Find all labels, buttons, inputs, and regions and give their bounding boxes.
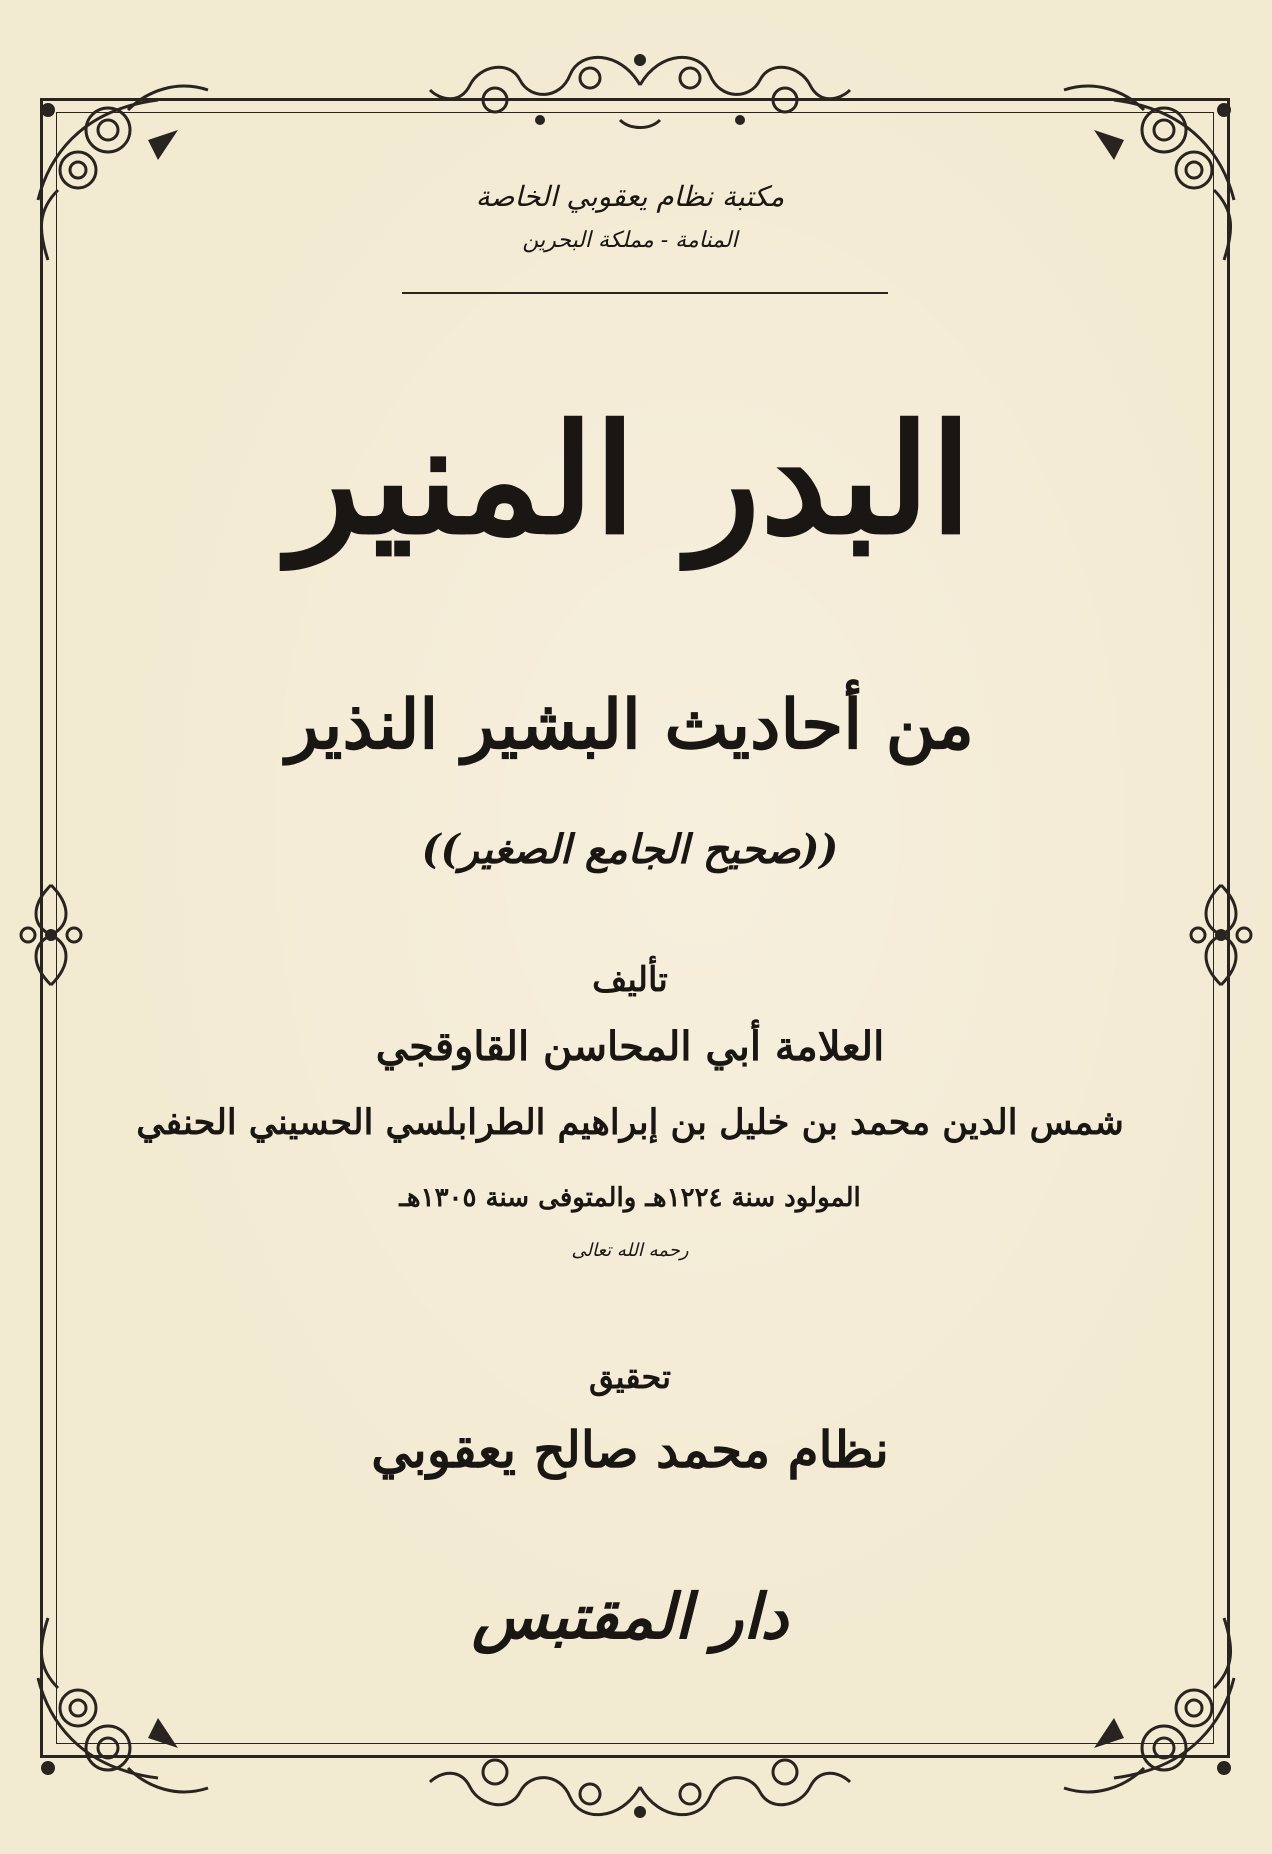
top-center-ornament [420,30,860,140]
author-title: العلامة أبي المحاسن القاوقجي [375,1023,885,1070]
author-blessing: رحمه الله تعالى [571,1240,689,1261]
editing-label: تحقيق [588,1358,672,1396]
bottom-center-ornament [420,1742,860,1842]
library-location: المنامة - مملكة البحرين [522,228,738,253]
header-divider [402,292,888,294]
book-alt-title: ((صحيح الجامع الصغير)) [421,826,839,873]
authorship-label: تأليف [592,960,668,1000]
left-side-ornament [16,880,86,990]
right-side-ornament [1186,880,1256,990]
author-dates: المولود سنة ١٢٢٤هـ والمتوفى سنة ١٣٠٥هـ [399,1183,861,1213]
editor-name: نظام محمد صالح يعقوبي [371,1420,889,1479]
library-name: مكتبة نظام يعقوبي الخاصة [475,180,785,213]
book-title: البدر المنير [288,392,972,568]
author-full-name: شمس الدين محمد بن خليل بن إبراهيم الطرابلسي الحسيني الحنفي [136,1102,1124,1143]
book-subtitle: من أحاديث البشير النذير [286,685,974,765]
publisher-name: دار المقتبس [471,1580,789,1653]
inner-frame-border [56,112,1214,1744]
